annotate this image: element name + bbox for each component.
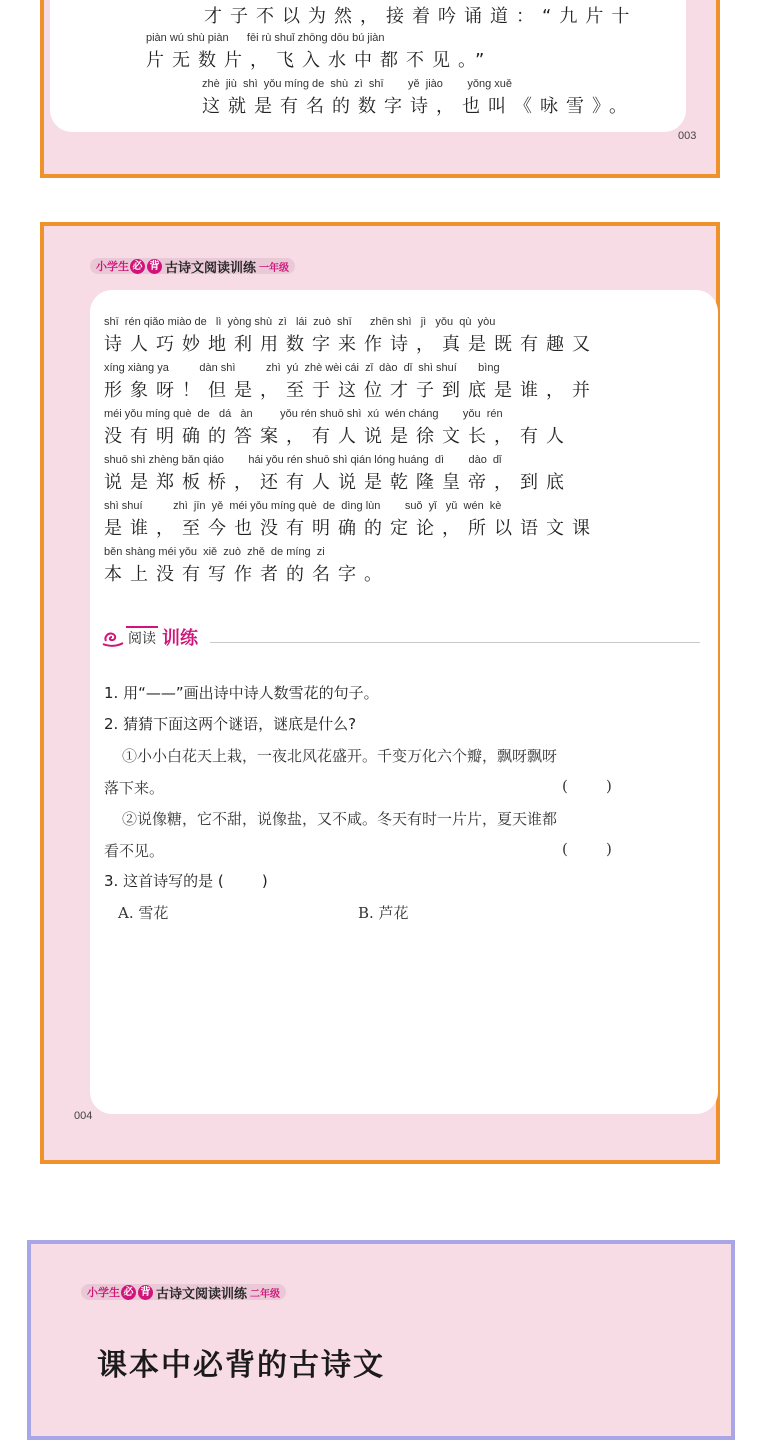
header-circle-1: 必 [121, 1285, 136, 1300]
section-title: 课本中必背的古诗文 [97, 1348, 385, 1383]
book-header [90, 258, 295, 274]
pinyin-line-2: xíng xiàng ya dàn shì zhì yú zhè wèi cái zǐ dào dǐ shì shuí bìng [104, 362, 500, 374]
riddle-2-line-2: 看不见。 [104, 842, 165, 860]
option-a: A. 雪花 [118, 904, 169, 922]
header-small-label: 小学生 [87, 1286, 120, 1299]
swirl-icon [102, 627, 124, 647]
section-cover-page [27, 1240, 735, 1440]
pinyin-line-1: shī rén qiǎo miào de lì yòng shù zì lái zuò shī zhēn shì jì yǒu qù yòu [104, 316, 496, 328]
text-line-2: 形象呀！但是，至于这位才子到底是谁，并 [104, 380, 598, 401]
text-line-5: 是谁，至今也没有明确的定论，所以语文课 [104, 518, 598, 539]
question-2: 2. 猜猜下面这两个谜语，谜底是什么? [104, 715, 357, 733]
option-b: B. 芦花 [358, 904, 409, 922]
header-circle-2: 背 [138, 1285, 153, 1300]
header-grade: 二年级 [250, 1288, 281, 1300]
riddle-1-line-2: 落下来。 [104, 779, 165, 797]
text-line-2: 片无数片，飞入水中都不见。” [146, 50, 493, 71]
riddle-2-answer-blank: ( ) [562, 840, 612, 858]
page-004 [40, 222, 720, 1164]
pinyin-line-4: shuō shì zhèng bǎn qiáo hái yǒu rén shuō shì qián lóng huáng dì dào dǐ [104, 454, 502, 466]
reading-training-title [102, 624, 198, 650]
training-label-1: 阅读 [126, 626, 158, 648]
pinyin-line-3: zhè jiù shì yǒu míng de shù zì shī yě jiào yǒng xuě [202, 78, 512, 90]
riddle-1-line-1: ①小小白花天上栽，一夜北风花盛开。千变万化六个瓣，飘呀飘呀 [122, 747, 558, 765]
pinyin-line-5: shì shuí zhì jīn yě méi yǒu míng què de dìng lùn suǒ yǐ yǔ wén kè [104, 500, 502, 512]
header-main-title: 古诗文阅读训练 [156, 1286, 248, 1302]
text-line-6: 本上没有写作者的名字。 [104, 564, 390, 585]
header-circle-1: 必 [130, 259, 145, 274]
pinyin-line-3: méi yǒu míng què de dá àn yǒu rén shuō shì xú wén cháng yǒu rén [104, 408, 503, 420]
text-line-1: 诗人巧妙地利用数字来作诗，真是既有趣又 [104, 334, 598, 355]
pinyin-line-6: běn shàng méi yǒu xiě zuò zhě de míng zi [104, 546, 325, 558]
riddle-2-line-1: ②说像糖，它不甜，说像盐，又不咸。冬天有时一片片，夏天谁都 [122, 810, 558, 828]
section-divider [210, 642, 700, 643]
pinyin-line-2: piàn wú shù piàn fēi rù shuǐ zhōng dōu bú jiàn [146, 32, 385, 44]
page-number: 003 [678, 130, 697, 142]
text-line-3: 这就是有名的数字诗，也叫《咏雪》。 [202, 96, 635, 117]
text-line-1: 才子不以为然，接着吟诵道：“九片十 [204, 6, 638, 27]
header-circle-2: 背 [147, 259, 162, 274]
header-grade: 一年级 [259, 262, 290, 274]
header-small-label: 小学生 [96, 260, 129, 273]
text-panel [50, 0, 686, 132]
text-line-3: 没有明确的答案，有人说是徐文长，有人 [104, 426, 572, 447]
question-1: 1. 用“——”画出诗中诗人数雪花的句子。 [104, 684, 379, 702]
riddle-1-answer-blank: ( ) [562, 777, 612, 795]
page-number: 004 [74, 1110, 93, 1122]
page-003 [40, 0, 720, 178]
text-line-4: 说是郑板桥，还有人说是乾隆皇帝，到底 [104, 472, 572, 493]
question-3: 3. 这首诗写的是 ( ) [104, 872, 268, 890]
text-panel [90, 290, 718, 1114]
training-label-2: 训练 [162, 628, 198, 649]
book-header [81, 1284, 286, 1300]
header-main-title: 古诗文阅读训练 [165, 260, 257, 276]
